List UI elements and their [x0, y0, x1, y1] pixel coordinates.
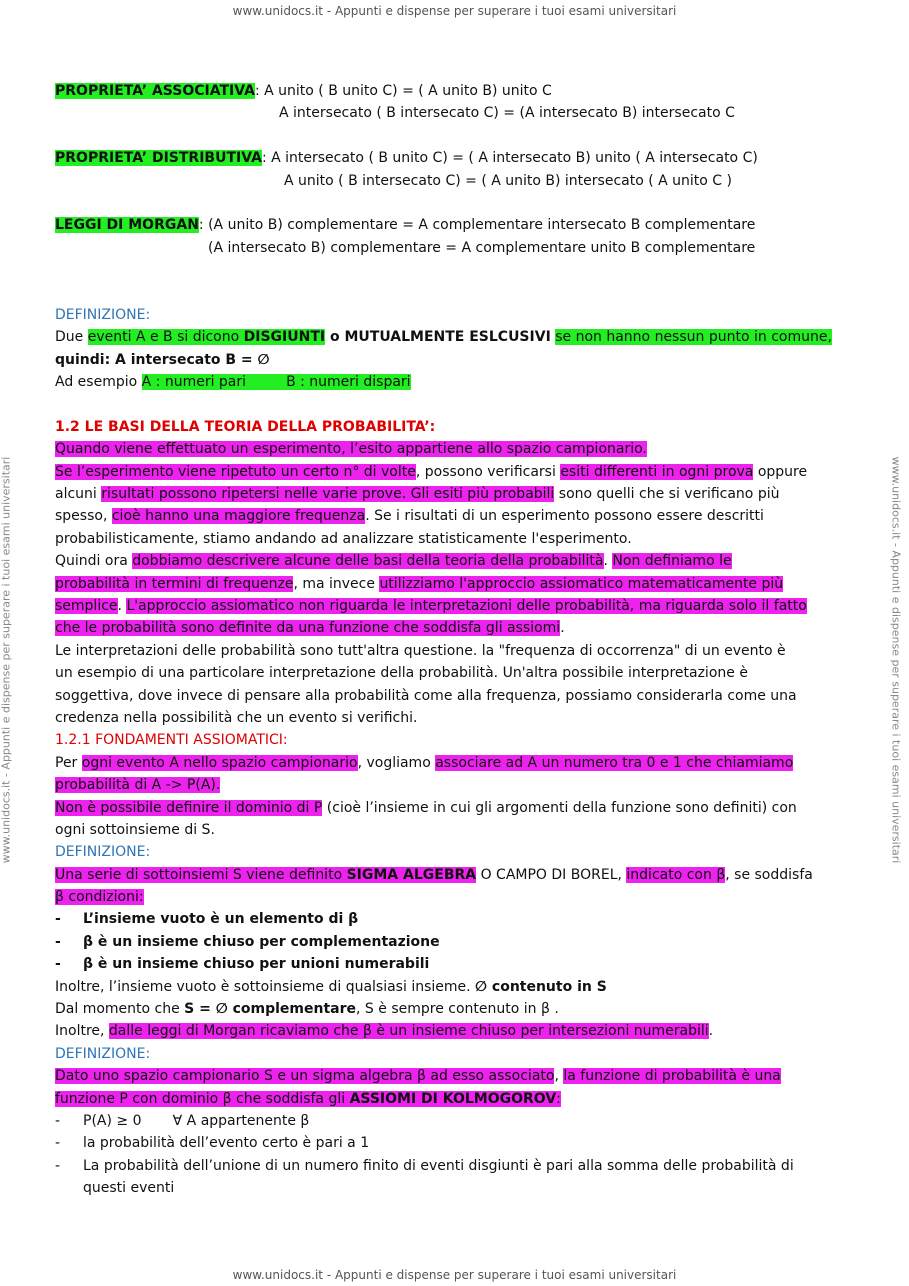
t: , S è sempre contenuto in β .: [356, 1001, 559, 1018]
sec12-line-10: Le interpretazioni delle probabilità sono tutt'altra questione. la "frequenza di occorrenza" di un evento è: [55, 642, 786, 659]
section-title-1-2: 1.2 LE BASI DELLA TEORIA DELLA PROBABILITA’:: [55, 418, 436, 435]
hl-bold: DISGIUNTI: [243, 329, 326, 346]
t: , possono verificarsi: [415, 463, 561, 480]
hl: dalle leggi di Morgan ricaviamo che β è un insieme chiuso per intersezioni numerabili: [108, 1023, 709, 1040]
document-body: [55, 80, 855, 1200]
hl: Dato uno spazio campionario S e un sigma algebra β ad esso associato: [55, 1068, 555, 1085]
section-title-1-2-1: 1.2.1 FONDAMENTI ASSIOMATICI:: [55, 732, 288, 749]
assoc-line-1: [55, 80, 855, 102]
sec12-line-11: un esempio di una particolare interpretazione della probabilità. Un'altra possibile interpretazione è: [55, 665, 748, 682]
t: (cioè l’insieme in cui gli argomenti della funzione sono definiti) con: [322, 799, 797, 816]
sec12-line-5: probabilisticamente, stiamo andando ad analizzare statisticamente l'esperimento.: [55, 530, 632, 547]
t: sono quelli che si verificano più: [554, 486, 780, 503]
hl: la funzione di probabilità è una: [563, 1068, 781, 1085]
sec12-line-3: [55, 483, 855, 505]
t: Per: [55, 754, 82, 771]
def2-line-4: [55, 998, 855, 1020]
sec12-line-13: credenza nella possibilità che un evento si verifichi.: [55, 709, 418, 726]
sec12-line-7: [55, 573, 855, 595]
bullet: -: [55, 956, 61, 973]
page-header: www.unidocs.it - Appunti e dispense per superare i tuoi esami universitari: [232, 4, 677, 18]
sec12-line-12: soggettiva, dove invece di pensare alla probabilità come alla frequenza, possiamo considerarla come una: [55, 687, 797, 704]
morgan-text-1: : (A unito B) complementare = A complementare intersecato B complementare: [198, 217, 756, 234]
assoc-text-1: : A unito ( B unito C) = ( A unito B) unito C: [254, 83, 552, 99]
morgan-line-2: (A intersecato B) complementare = A complementare unito B complementare: [208, 239, 756, 256]
distr-label: PROPRIETA’ DISTRIBUTIVA: [55, 150, 262, 167]
t: ,: [554, 1068, 564, 1085]
bullet: -: [55, 1157, 61, 1174]
hl: semplice: [55, 597, 118, 614]
t: , vogliamo: [357, 754, 436, 771]
page-footer: www.unidocs.it - Appunti e dispense per superare i tuoi esami universitari: [232, 1268, 677, 1282]
def2-line-5: [55, 1020, 855, 1042]
t: .: [117, 597, 127, 614]
def1-line-1: [55, 326, 855, 348]
def1-line-2: quindi: A intersecato B = ∅: [55, 351, 270, 368]
hl: indicato con β: [626, 866, 726, 883]
hl: Non è possibile definire il dominio di P: [55, 799, 323, 816]
t: P(A) ≥ 0 ∀ A appartenente β: [83, 1112, 310, 1129]
def3-line-1: [55, 1065, 855, 1087]
bullet: -: [55, 911, 61, 928]
distr-line-2: A unito ( B intersecato C) = ( A unito B) intersecato ( A unito C ): [284, 172, 732, 189]
hl: utilizziamo l'approccio assiomatico matematicamente più: [379, 575, 784, 592]
t-bold: MUTUALMENTE ESLCUSIVI: [344, 329, 551, 346]
t: , se soddisfa: [725, 866, 813, 883]
bullet: -: [55, 1112, 61, 1129]
t: Ad esempio: [55, 374, 142, 391]
def3-line-2: [55, 1088, 855, 1110]
sec12-line-6: [55, 550, 855, 572]
side-watermark-right: www.unidocs.it - Appunti e dispense per superare i tuoi esami universitari: [889, 456, 903, 864]
t: Due: [55, 329, 88, 346]
hl: probabilità in termini di frequenze: [55, 575, 294, 592]
sec121-line-3: [55, 797, 855, 819]
assoc-line-2: A intersecato ( B intersecato C) = (A intersecato B) intersecato C: [279, 105, 735, 122]
t: la probabilità dell’evento certo è pari a 1: [83, 1135, 370, 1152]
hl: funzione P con dominio β che soddisfa gli: [55, 1090, 350, 1107]
t: , ma invece: [293, 575, 380, 592]
t: La probabilità dell’unione di un numero finito di eventi disgiunti è pari alla somma delle probabilità di: [83, 1157, 794, 1174]
hl: dobbiamo descrivere alcune delle basi della teoria della probabilità: [132, 553, 604, 570]
def3-bullet-1: [55, 1110, 855, 1132]
t: β è un insieme chiuso per complementazione: [83, 933, 440, 950]
t-bold: S = ∅ complementare: [184, 1001, 357, 1018]
def2-bullet-3: [55, 953, 855, 975]
t: oppure: [753, 463, 808, 480]
t: .: [708, 1023, 714, 1040]
hl: cioè hanno una maggiore frequenza: [111, 508, 366, 525]
t: Quindi ora: [55, 553, 133, 570]
t: spesso,: [55, 508, 112, 525]
t: .: [560, 620, 565, 637]
t: Inoltre, l’insieme vuoto è sottoinsieme di qualsiasi insieme.: [55, 978, 476, 995]
definition-title-1: DEFINIZIONE:: [55, 306, 151, 323]
sec121-line-4: ogni sottoinsieme di S.: [55, 821, 215, 838]
hl: eventi A e B si dicono: [87, 329, 244, 346]
hl: A : numeri pari B : numeri dispari: [141, 374, 411, 391]
hl: Una serie di sottoinsiemi S viene definito: [55, 866, 347, 883]
sec121-line-2: [55, 774, 855, 796]
hl: che le probabilità sono definite da una funzione che soddisfa gli assiomi: [55, 620, 561, 637]
t: alcuni: [55, 486, 102, 503]
hl: Quando viene effettuato un esperimento, l’esito appartiene allo spazio campionario.: [55, 441, 647, 458]
def2-line-1: [55, 864, 855, 886]
hl: esiti differenti in ogni prova: [560, 463, 754, 480]
bullet: -: [55, 933, 61, 950]
definition-title-3: DEFINIZIONE:: [55, 1045, 151, 1062]
sec121-line-1: [55, 752, 855, 774]
def1-line-3: [55, 371, 855, 393]
hl: associare ad A un numero tra 0 e 1 che chiamiamo: [435, 754, 794, 771]
hl: ogni evento A nello spazio campionario: [81, 754, 358, 771]
sec12-line-9: [55, 617, 855, 639]
hl: Se l’esperimento viene ripetuto un certo n° di volte: [55, 463, 416, 480]
hl: risultati possono ripetersi nelle varie prove. Gli esiti più probabili: [101, 486, 555, 503]
t: .: [603, 553, 613, 570]
hl: L'approccio assiomatico non riguarda le interpretazioni delle probabilità, ma riguarda solo il fatto: [126, 597, 807, 614]
t: β è un insieme chiuso per unioni numerabili: [83, 956, 430, 973]
def3-bullet-2: [55, 1132, 855, 1154]
distr-line-1: [55, 147, 855, 169]
hl: probabilità di A -> P(A).: [55, 777, 221, 794]
hl-bold: ASSIOMI DI KOLMOGOROV: [349, 1090, 557, 1107]
definition-title-2: DEFINIZIONE:: [55, 844, 151, 861]
def2-bullet-2: [55, 931, 855, 953]
def3-bullet-3: [55, 1155, 855, 1177]
def2-line-3: [55, 976, 855, 998]
t: o: [325, 329, 345, 346]
hl: β condizioni:: [55, 889, 144, 906]
distr-text-1: : A intersecato ( B unito C) = ( A intersecato B) unito ( A intersecato C): [261, 150, 758, 167]
sec12-line-2: [55, 461, 855, 483]
t-bold: ∅ contenuto in S: [475, 978, 607, 995]
sec12-line-4: [55, 505, 855, 527]
t: Dal momento che: [55, 1001, 185, 1018]
morgan-label: LEGGI DI MORGAN: [55, 217, 199, 234]
def3-bullet-3-cont: questi eventi: [83, 1180, 175, 1197]
hl: se non hanno nessun punto in comune,: [555, 329, 832, 346]
side-watermark-left: www.unidocs.it - Appunti e dispense per superare i tuoi esami universitari: [0, 456, 13, 864]
t: Inoltre,: [55, 1023, 109, 1040]
sec12-line-1: [55, 438, 855, 460]
t: L’insieme vuoto è un elemento di β: [83, 911, 359, 928]
hl: Non definiamo le: [612, 553, 732, 570]
morgan-line-1: [55, 214, 855, 236]
hl-bold: SIGMA ALGEBRA: [346, 866, 477, 883]
assoc-label: PROPRIETA’ ASSOCIATIVA: [55, 83, 255, 99]
def2-line-2: [55, 886, 855, 908]
sec12-line-8: [55, 595, 855, 617]
bullet: -: [55, 1135, 61, 1152]
def2-bullet-1: [55, 908, 855, 930]
t: O CAMPO DI BOREL,: [476, 866, 627, 883]
t: . Se i risultati di un esperimento possono essere descritti: [365, 508, 764, 525]
hl: :: [556, 1090, 561, 1107]
